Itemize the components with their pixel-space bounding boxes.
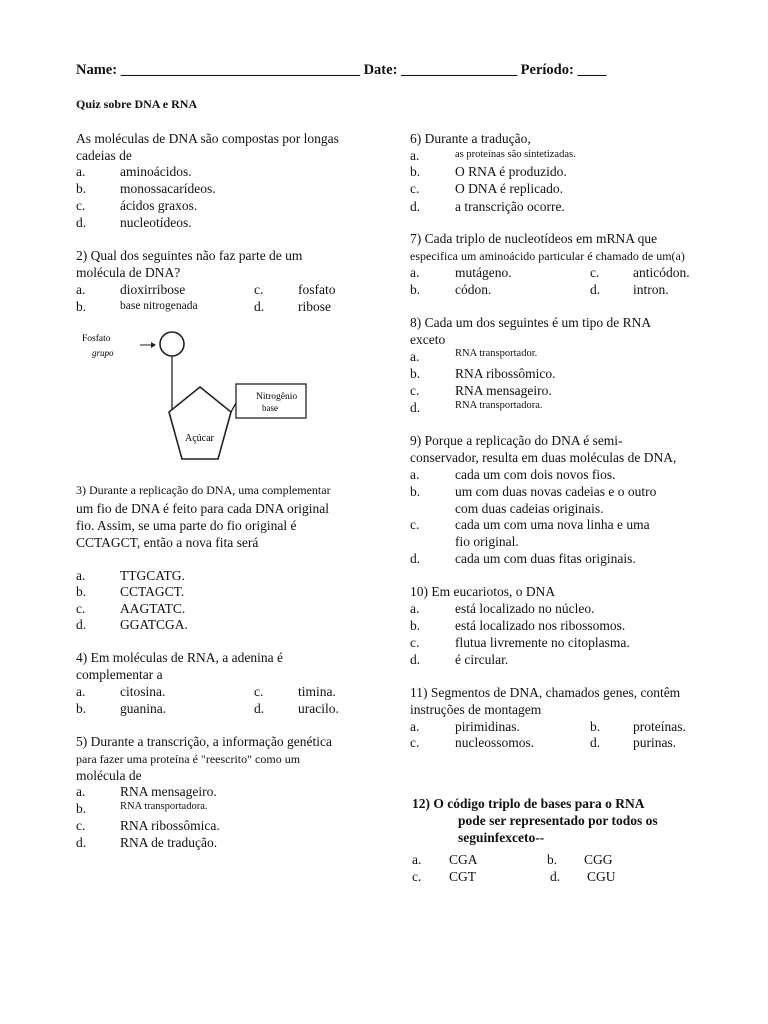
q5-option-d-letter: d.	[76, 835, 87, 850]
question-4-text-line1: 4) Em moléculas de RNA, a adenina é	[76, 650, 283, 665]
q9-option-a-text: cada um com dois novos fios.	[455, 467, 616, 482]
q7-option-b-letter: b.	[410, 282, 421, 297]
question-12-text-line1: 12) O código triplo de bases para o RNA	[412, 796, 645, 811]
q1-option-d-text: nucleotídeos.	[120, 215, 192, 230]
phosphate-circle	[160, 332, 184, 356]
question-5-text-line2: para fazer uma proteína é "reescrito" como um	[76, 752, 301, 766]
q2-option-c-text: fosfato	[298, 282, 336, 297]
q2-option-d-text: ribose	[298, 299, 331, 314]
q10-option-d-text: é circular.	[455, 652, 509, 667]
q10-option-c-text: flutua livremente no citoplasma.	[455, 635, 630, 650]
q9-option-c-text-cont: fio original.	[455, 534, 519, 549]
q4-option-b-text: guanina.	[120, 701, 167, 716]
q3-option-c-letter: c.	[76, 601, 86, 616]
question-8-text-line2: exceto	[410, 332, 446, 347]
q3-option-d-text: GGATCGA.	[120, 617, 188, 632]
sugar-pentagon	[169, 387, 231, 459]
q4-option-c-letter: c.	[254, 684, 264, 699]
q7-option-d-letter: d.	[590, 282, 601, 297]
header-line	[76, 62, 606, 79]
q12-option-c-letter: c.	[412, 869, 422, 884]
q1-option-c-text: ácidos graxos.	[120, 198, 198, 213]
question-2-text-line2: molécula de DNA?	[76, 265, 181, 280]
q12-option-d-text: CGU	[587, 869, 616, 884]
q11-option-a-letter: a.	[410, 719, 420, 734]
q8-option-b-letter: b.	[410, 366, 421, 381]
q7-option-d-text: intron.	[633, 282, 669, 297]
q3-option-c-text: AAGTATC.	[120, 601, 186, 616]
sugar-label: Açúcar	[185, 433, 214, 444]
q12-option-b-letter: b.	[547, 852, 558, 867]
q1-option-d-letter: d.	[76, 215, 87, 230]
question-4-text-line2: complementar a	[76, 667, 163, 682]
q7-option-b-text: códon.	[455, 282, 492, 297]
question-3-text-line2: um fio de DNA é feito para cada DNA original	[76, 501, 330, 516]
q4-option-b-letter: b.	[76, 701, 87, 716]
q10-option-c-letter: c.	[410, 635, 420, 650]
q1-option-a-text: aminoácidos.	[120, 164, 192, 179]
q4-option-d-text: uracilo.	[298, 701, 339, 716]
quiz-title: Quiz sobre DNA e RNA	[76, 97, 198, 111]
question-3-text-line4: CCTAGCT, então a nova fita será	[76, 535, 259, 550]
q6-option-a-text: as proteínas são sintetizadas.	[455, 149, 576, 160]
q2-option-a-letter: a.	[76, 282, 86, 297]
periodo-label: Período:	[520, 62, 574, 78]
q10-option-a-text: está localizado no núcleo.	[455, 601, 595, 616]
q3-option-b-text: CCTAGCT.	[120, 584, 185, 599]
q9-option-b-letter: b.	[410, 484, 421, 499]
question-7-text-line1: 7) Cada triplo de nucleotídeos em mRNA que	[410, 231, 658, 246]
question-5-text-line3: molécula de	[76, 768, 142, 783]
question-9-text-line2: conservador, resulta em duas moléculas de DNA,	[410, 450, 677, 465]
q10-option-b-letter: b.	[410, 618, 421, 633]
question-1-text-line2: cadeias de	[76, 148, 132, 163]
q7-option-c-text: anticódon.	[633, 265, 690, 280]
q7-option-c-letter: c.	[590, 265, 600, 280]
question-12-text-line2: pode ser representado por todos os	[458, 813, 658, 828]
q8-option-b-text: RNA ribossômico.	[455, 366, 556, 381]
q6-option-d-text: a transcrição ocorre.	[455, 199, 565, 214]
question-2-text-line1: 2) Qual dos seguintes não faz parte de um	[76, 248, 303, 263]
phosphate-label-line2: grupo	[92, 348, 114, 358]
q3-option-a-text: TTGCATG.	[120, 568, 185, 583]
q1-option-a-letter: a.	[76, 164, 86, 179]
q6-option-a-letter: a.	[410, 148, 420, 163]
q3-option-a-letter: a.	[76, 568, 86, 583]
q4-option-a-letter: a.	[76, 684, 86, 699]
q8-option-c-text: RNA mensageiro.	[455, 383, 552, 398]
nitrogen-label-line1: Nitrogênio	[256, 392, 298, 402]
q1-option-c-letter: c.	[76, 198, 86, 213]
q5-option-c-letter: c.	[76, 818, 86, 833]
q3-option-b-letter: b.	[76, 584, 87, 599]
nitrogen-label-line2: base	[262, 403, 278, 413]
q9-option-b-text: um com duas novas cadeias e o outro	[455, 484, 657, 499]
question-5-text-line1: 5) Durante a transcrição, a informação genética	[76, 734, 332, 749]
q11-option-b-text: proteínas.	[633, 719, 686, 734]
q8-option-a-letter: a.	[410, 349, 420, 364]
phosphate-arrowhead-icon	[151, 342, 156, 348]
q9-option-b-text-cont: com duas cadeias originais.	[455, 501, 604, 516]
phosphate-label-line1: Fosfato	[82, 334, 111, 344]
name-label: Name:	[76, 62, 118, 78]
q2-option-d-letter: d.	[254, 299, 265, 314]
q9-option-d-letter: d.	[410, 551, 421, 566]
q4-option-c-text: timina.	[298, 684, 336, 699]
q12-option-a-text: CGA	[449, 852, 478, 867]
date-blank[interactable]: ________________	[401, 62, 518, 78]
q9-option-c-letter: c.	[410, 517, 420, 532]
q9-option-a-letter: a.	[410, 467, 420, 482]
name-blank[interactable]: _________________________________	[120, 62, 360, 78]
nucleotide-diagram	[76, 320, 346, 480]
q8-option-d-letter: d.	[410, 400, 421, 415]
q8-option-c-letter: c.	[410, 383, 420, 398]
q4-option-a-text: citosina.	[120, 684, 166, 699]
q5-option-a-letter: a.	[76, 784, 86, 799]
q11-option-c-text: nucleossomos.	[455, 735, 535, 750]
q8-option-d-text: RNA transportadora.	[455, 400, 543, 411]
q12-option-b-text: CGG	[584, 852, 613, 867]
q6-option-d-letter: d.	[410, 199, 421, 214]
q7-option-a-text: mutágeno.	[455, 265, 512, 280]
q2-option-b-letter: b.	[76, 299, 87, 314]
q12-option-c-text: CGT	[449, 869, 476, 884]
q11-option-c-letter: c.	[410, 735, 420, 750]
q5-option-b-text: RNA transportadora.	[120, 801, 208, 812]
q1-option-b-letter: b.	[76, 181, 87, 196]
q11-option-d-text: purinas.	[633, 735, 677, 750]
q1-option-b-text: monossacarídeos.	[120, 181, 216, 196]
q7-option-a-letter: a.	[410, 265, 420, 280]
q3-option-d-letter: d.	[76, 617, 87, 632]
q9-option-c-text: cada um com uma nova linha e uma	[455, 517, 650, 532]
q11-option-a-text: pirimidinas.	[455, 719, 520, 734]
question-8-text-line1: 8) Cada um dos seguintes é um tipo de RNA	[410, 315, 652, 330]
q12-option-d-letter: d.	[550, 869, 561, 884]
q6-option-c-letter: c.	[410, 181, 420, 196]
q10-option-d-letter: d.	[410, 652, 421, 667]
q11-option-b-letter: b.	[590, 719, 601, 734]
question-10-text-line1: 10) Em eucariotos, o DNA	[410, 584, 556, 599]
question-7-text-line2: especifica um aminoácido particular é chamado de um(a)	[410, 249, 685, 263]
q8-option-a-text: RNA transportador.	[455, 348, 538, 359]
question-1-text-line1: As moléculas de DNA são compostas por longas	[76, 131, 339, 146]
q2-option-c-letter: c.	[254, 282, 264, 297]
date-label: Date:	[363, 62, 398, 78]
q2-option-b-text: base nitrogenada	[120, 300, 198, 312]
question-12-text-line3: seguinfexceto--	[458, 830, 545, 845]
q11-option-d-letter: d.	[590, 735, 601, 750]
q5-option-c-text: RNA ribossômica.	[120, 818, 220, 833]
q6-option-c-text: O DNA é replicado.	[455, 181, 563, 196]
question-3-text-line3: fio. Assim, se uma parte do fio original é	[76, 518, 297, 533]
q10-option-a-letter: a.	[410, 601, 420, 616]
q9-option-d-text: cada um com duas fitas originais.	[455, 551, 636, 566]
q10-option-b-text: está localizado nos ribossomos.	[455, 618, 626, 633]
question-6-text-line1: 6) Durante a tradução,	[410, 131, 531, 146]
question-9-text-line1: 9) Porque a replicação do DNA é semi-	[410, 433, 623, 448]
q2-option-a-text: dioxirribose	[120, 282, 186, 297]
q12-option-a-letter: a.	[412, 852, 422, 867]
q5-option-d-text: RNA de tradução.	[120, 835, 218, 850]
periodo-blank[interactable]: ____	[577, 62, 607, 78]
question-11-text-line1: 11) Segmentos de DNA, chamados genes, contêm	[410, 685, 681, 700]
q5-option-b-letter: b.	[76, 801, 87, 816]
q4-option-d-letter: d.	[254, 701, 265, 716]
q6-option-b-letter: b.	[410, 164, 421, 179]
q6-option-b-text: O RNA é produzido.	[455, 164, 567, 179]
question-11-text-line2: instruções de montagem	[410, 702, 542, 717]
question-3-text-line1: 3) Durante a replicação do DNA, uma complementar	[76, 483, 331, 497]
q5-option-a-text: RNA mensageiro.	[120, 784, 217, 799]
sugar-base-bond	[231, 403, 236, 412]
